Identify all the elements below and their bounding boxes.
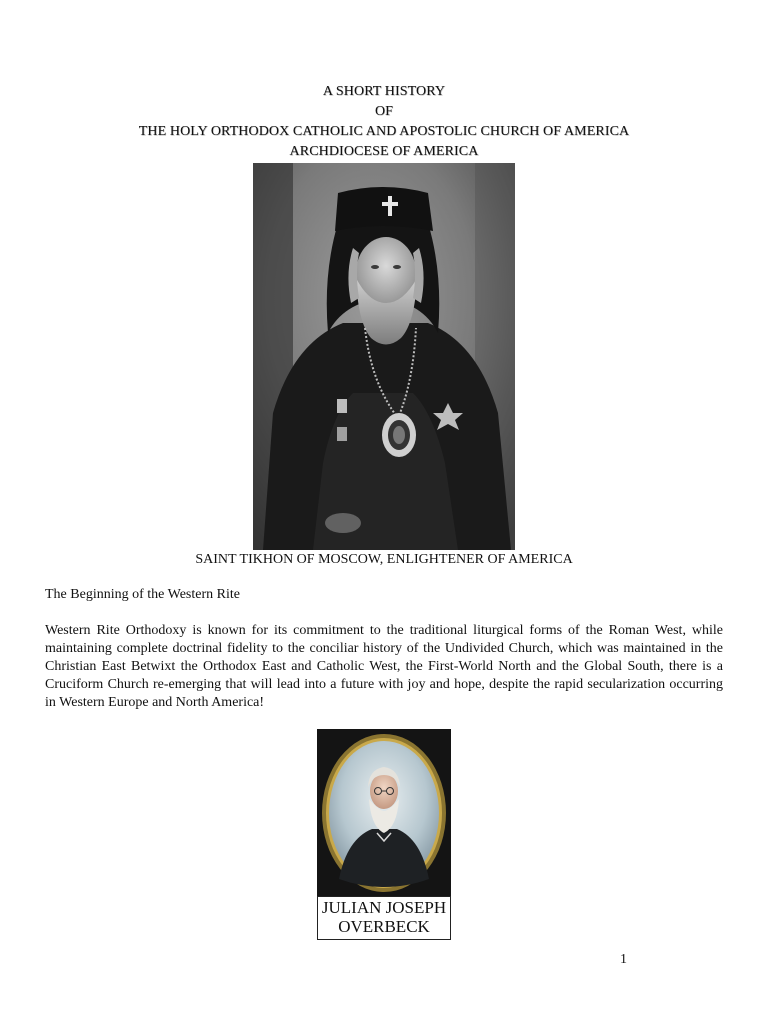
overbeck-portrait bbox=[317, 729, 451, 897]
title-line-4: ARCHDIOCESE OF AMERICA bbox=[289, 144, 479, 159]
saint-tikhon-photo bbox=[253, 163, 515, 550]
main-photo-caption: SAINT TIKHON OF MOSCOW, ENLIGHTENER OF AMERICA bbox=[195, 552, 573, 567]
portrait-caption bbox=[317, 896, 451, 940]
body-paragraph: Western Rite Orthodoxy is known for its commitment to the traditional liturgical forms of the Roman West, while maintaining complete doctrinal fidelity to the conciliar history of the Undivided Church, which was maintained in the Christian East Betwixt the Orthodox East and Catholic West, the First-World North and the Global South, there is a Cruciform Church re-emerging that will lead into a future with joy and hope, despite the rapid secularization occurring in Western Europe and North America! bbox=[45, 623, 723, 710]
portrait-caption-line-2: OVERBECK bbox=[338, 917, 430, 936]
title-line-1: A SHORT HISTORY bbox=[322, 84, 446, 99]
portrait-caption-line-1: JULIAN JOSEPH bbox=[321, 898, 447, 917]
title-line-3: THE HOLY ORTHODOX CATHOLIC AND APOSTOLIC CHURCH OF AMERICA bbox=[138, 124, 630, 139]
section-heading: The Beginning of the Western Rite bbox=[45, 587, 240, 602]
page-number: 1 bbox=[620, 952, 627, 967]
title-line-2: OF bbox=[374, 104, 394, 119]
document-title bbox=[0, 82, 768, 162]
